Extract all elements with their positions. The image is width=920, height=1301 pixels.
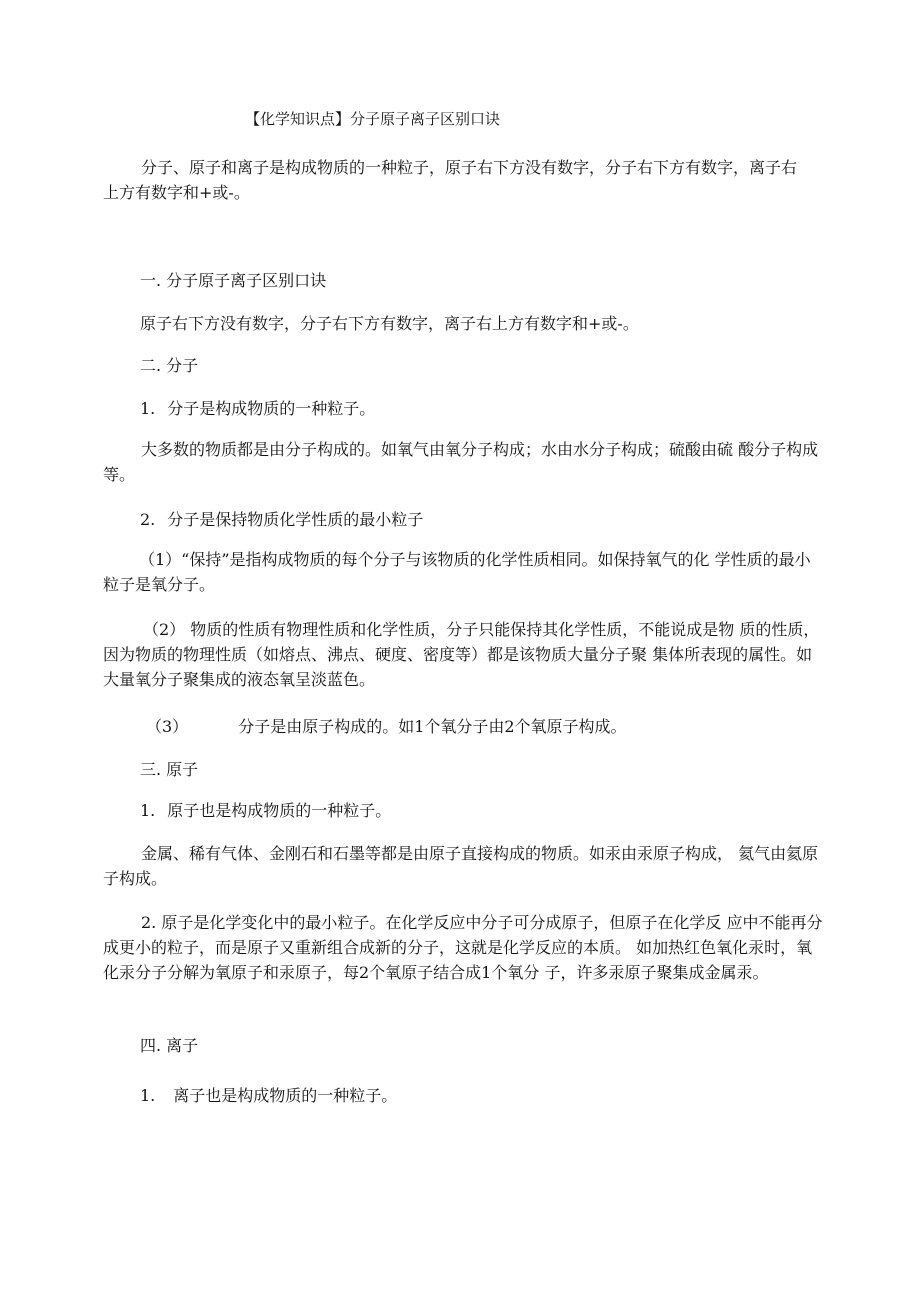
section-2-heading: 二. 分子 bbox=[140, 356, 199, 375]
section-3-heading: 三. 原子 bbox=[140, 760, 199, 779]
item-text: 分子是由原子构成的。如1个氧分子由2个氧原子构成。 bbox=[238, 717, 627, 736]
item-number: 2. bbox=[140, 510, 156, 529]
section-2-item-2 bbox=[140, 507, 423, 532]
item-text: 分子是保持物质化学性质的最小粒子 bbox=[167, 510, 424, 529]
section-1-heading: 一. 分子原子离子区别口诀 bbox=[140, 271, 327, 290]
item-number: 1. bbox=[140, 399, 156, 418]
item-text: 离子也是构成物质的一种粒子。 bbox=[173, 1086, 398, 1105]
section-2-sub-1: （1）“保持”是指构成物质的每个分子与该物质的化学性质相同。如保持氧气的化 学性质的最小粒子是氧分子。 bbox=[103, 550, 811, 594]
document-title: 【化学知识点】分子原子离子区别口诀 bbox=[245, 110, 501, 128]
section-4-item-1 bbox=[140, 1083, 397, 1108]
section-2-item-1-detail: 大多数的物质都是由分子构成的。如氧气由氧分子构成；水由水分子构成；硫酸由硫 酸分子构成等。 bbox=[103, 440, 819, 484]
item-number: 1. bbox=[140, 1086, 156, 1105]
section-2-sub-2: （2） 物质的性质有物理性质和化学性质，分子只能保持其化学性质，不能说成是物 质的性质，因为物质的物理性质（如熔点、沸点、硬度、密度等）都是该物质大量分子聚 集体所表现的属性。如大量氧分子聚集成的液态氧呈淡蓝色。 bbox=[103, 620, 820, 689]
section-2-item-1 bbox=[140, 396, 375, 421]
section-3-item-1-detail: 金属、稀有气体、金刚石和石墨等都是由原子直接构成的物质。如汞由汞原子构成， 氦气由氦原子构成。 bbox=[103, 844, 819, 888]
item-text: 原子也是构成物质的一种粒子。 bbox=[167, 801, 392, 820]
section-3-item-1 bbox=[140, 798, 391, 823]
intro-paragraph: 分子、原子和离子是构成物质的一种粒子，原子右下方没有数字，分子右下方有数字，离子右上方有数字和+或-。 bbox=[103, 158, 798, 202]
item-number: 1. bbox=[140, 801, 156, 820]
item-text: 分子是构成物质的一种粒子。 bbox=[167, 399, 376, 418]
section-4-heading: 四. 离子 bbox=[140, 1036, 199, 1055]
item-number: （3） bbox=[146, 717, 189, 736]
section-3-item-2: 2. 原子是化学变化中的最小粒子。在化学反应中分子可分成原子，但原子在化学反 应中不能再分成更小的粒子，而是原子又重新组合成新的分子，这就是化学反应的本质。 如加热红色氧化汞时，氧化汞分子分解为氧原子和汞原子，每2个氧原子结合成1个氧分 子，许多汞原子聚集成金属汞。 bbox=[103, 913, 823, 982]
section-1-text: 原子右下方没有数字，分子右下方有数字，离子右上方有数字和+或-。 bbox=[140, 314, 639, 333]
section-2-sub-3 bbox=[146, 714, 627, 739]
